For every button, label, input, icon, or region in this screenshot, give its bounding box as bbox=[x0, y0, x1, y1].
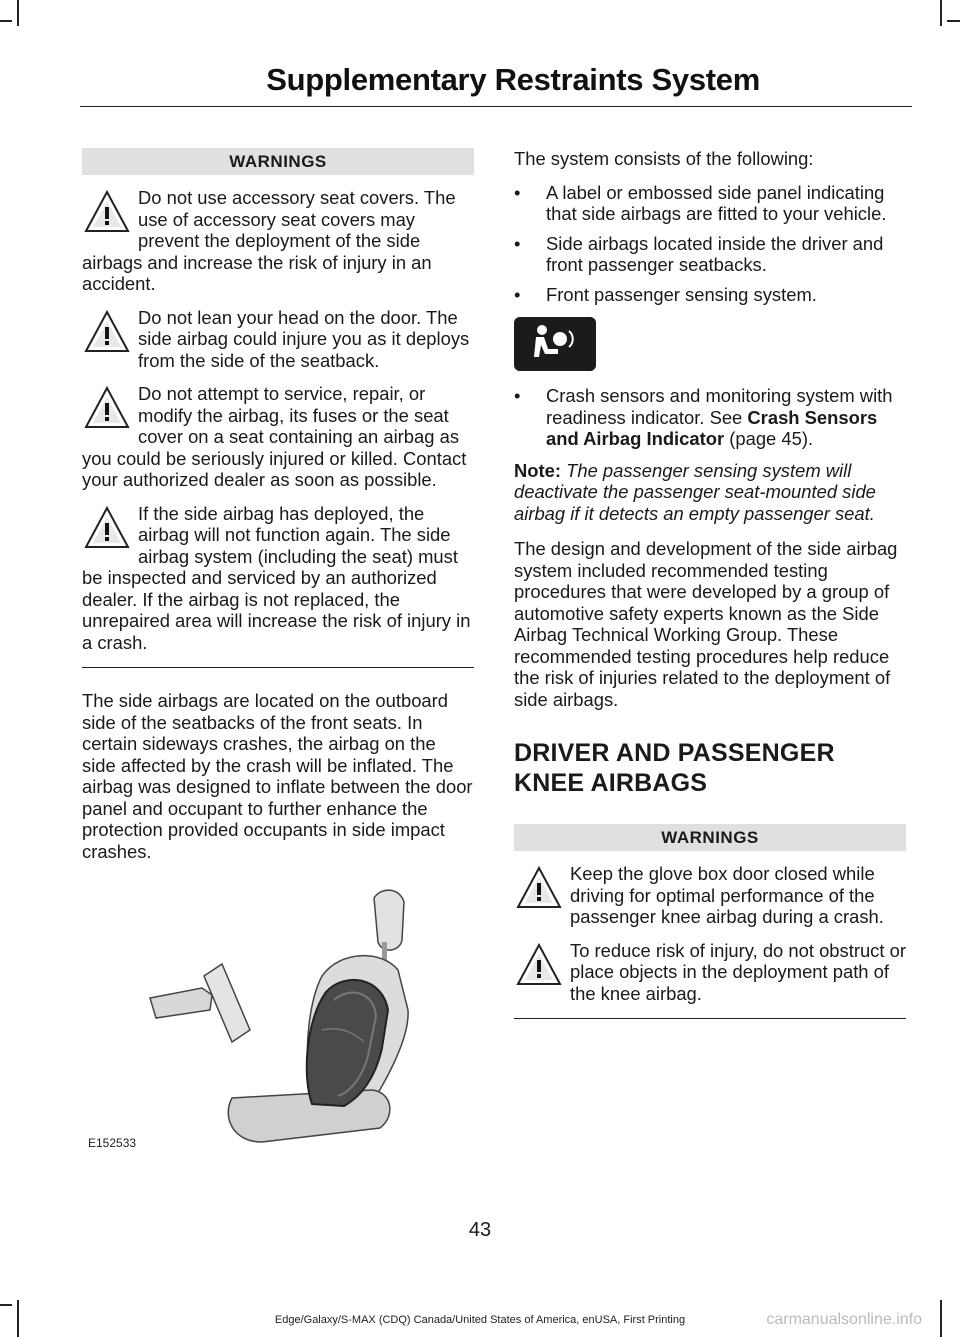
list-item bbox=[514, 385, 906, 450]
watermark: carmanualsonline.info bbox=[766, 1311, 922, 1328]
crop-mark bbox=[0, 1304, 12, 1306]
note bbox=[514, 460, 906, 525]
warnings-heading: WARNINGS bbox=[82, 148, 474, 175]
warning-item bbox=[82, 383, 474, 491]
warning-item bbox=[82, 307, 474, 372]
bullet-marker: • bbox=[514, 385, 521, 406]
list-item bbox=[514, 182, 906, 225]
warning-triangle-icon bbox=[84, 309, 130, 355]
warning-text: If the side airbag has deployed, the airbag will not function again. The side airbag system (including the seat) must be inspected and serviced by an authorized dealer. If the airbag is not replaced, the unrepaired area will increase the risk of injury in a crash. bbox=[82, 502, 471, 653]
list-item-text: Front passenger sensing system. bbox=[546, 283, 817, 305]
warning-text: Do not attempt to service, repair, or modify the airbag, its fuses or the seat cover on a seat containing an airbag as you could be seriously injured or killed. Contact your authorized dealer as soon as possible. bbox=[82, 383, 467, 490]
warning-triangle-icon bbox=[84, 505, 130, 551]
side-airbag-location-paragraph: The side airbags are located on the outboard side of the seatbacks of the front seats. In certain sideways crashes, the airbag on the side affected by the crash will be inflated. The airbag was designed to inflate between the door panel and occupant to further enhance the protection provided occupants in side impact crashes. bbox=[82, 690, 473, 862]
warnings-end-divider bbox=[82, 667, 474, 668]
right-column bbox=[514, 148, 906, 1019]
crash-sensor-list bbox=[514, 385, 906, 450]
system-component-list bbox=[514, 182, 906, 306]
note-label: Note: bbox=[514, 459, 561, 481]
header-divider bbox=[80, 106, 912, 107]
warning-text: Keep the glove box door closed while driving for optimal performance of the passenger knee airbag during a crash. bbox=[570, 863, 884, 927]
crash-sensors-link[interactable]: Crash Sensors and Airbag Indicator bbox=[546, 406, 878, 449]
section-heading bbox=[514, 738, 906, 798]
warning-triangle-icon bbox=[516, 865, 562, 911]
figure-code: E152533 bbox=[88, 1136, 137, 1150]
design-paragraph: The design and development of the side airbag system included recommended testing procedures that were developed by a group of automotive safety experts known as the Side Airbag Technical Working Group. These recommended testing procedures help reduce the risk of injuries related to the deployment of side airbags. bbox=[514, 538, 898, 710]
side-airbag-seat-illustration bbox=[82, 880, 474, 1160]
section-heading-line: KNEE AIRBAGS bbox=[514, 769, 708, 797]
airbag-warning-lamp-icon bbox=[514, 317, 596, 371]
bullet-marker: • bbox=[514, 181, 521, 203]
warning-item bbox=[514, 863, 906, 928]
crop-mark bbox=[947, 20, 960, 22]
page-number: 43 bbox=[468, 1219, 492, 1241]
crop-mark bbox=[940, 0, 942, 26]
warning-item bbox=[82, 503, 474, 654]
warnings-end-divider bbox=[514, 1018, 906, 1019]
page-reference: (page 45). bbox=[724, 428, 814, 449]
warning-triangle-icon bbox=[84, 385, 130, 431]
list-item bbox=[514, 233, 906, 276]
page-title: Supplementary Restraints System bbox=[266, 62, 760, 97]
note-text: The passenger sensing system will deactivate the passenger seat-mounted side airbag if it detects an empty passenger seat. bbox=[514, 459, 876, 524]
list-item-text: Crash sensors and monitoring system with readiness indicator. See bbox=[546, 385, 893, 428]
crop-mark bbox=[17, 0, 19, 26]
warning-triangle-icon bbox=[84, 189, 130, 235]
publication-info: Edge/Galaxy/S-MAX (CDQ) Canada/United States of America, enUSA, First Printing bbox=[274, 1314, 686, 1326]
section-heading-line: DRIVER AND PASSENGER bbox=[514, 739, 835, 767]
list-item-text: Side airbags located inside the driver and front passenger seatbacks. bbox=[546, 232, 884, 275]
bullet-marker: • bbox=[514, 232, 521, 254]
bullet-marker: • bbox=[514, 283, 521, 305]
list-item-text: A label or embossed side panel indicating that side airbags are fitted to your vehicle. bbox=[546, 181, 887, 224]
system-intro: The system consists of the following: bbox=[514, 148, 814, 169]
warning-text: Do not lean your head on the door. The side airbag could injure you as it deploys from the side of the seatback. bbox=[138, 306, 470, 371]
warning-triangle-icon bbox=[516, 942, 562, 988]
list-item bbox=[514, 284, 906, 306]
warning-text: To reduce risk of injury, do not obstruct or place objects in the deployment path of the knee airbag. bbox=[570, 939, 906, 1004]
warning-item bbox=[514, 940, 906, 1005]
warning-item bbox=[82, 187, 474, 295]
crop-mark bbox=[0, 20, 12, 22]
seat-airbag-drawing bbox=[82, 880, 474, 1160]
left-column bbox=[82, 148, 474, 862]
warnings-heading: WARNINGS bbox=[514, 824, 906, 851]
warning-text: Do not use accessory seat covers. The use of accessory seat covers may prevent the deployment of the side airbags and increase the risk of injury in an accident. bbox=[82, 187, 456, 294]
